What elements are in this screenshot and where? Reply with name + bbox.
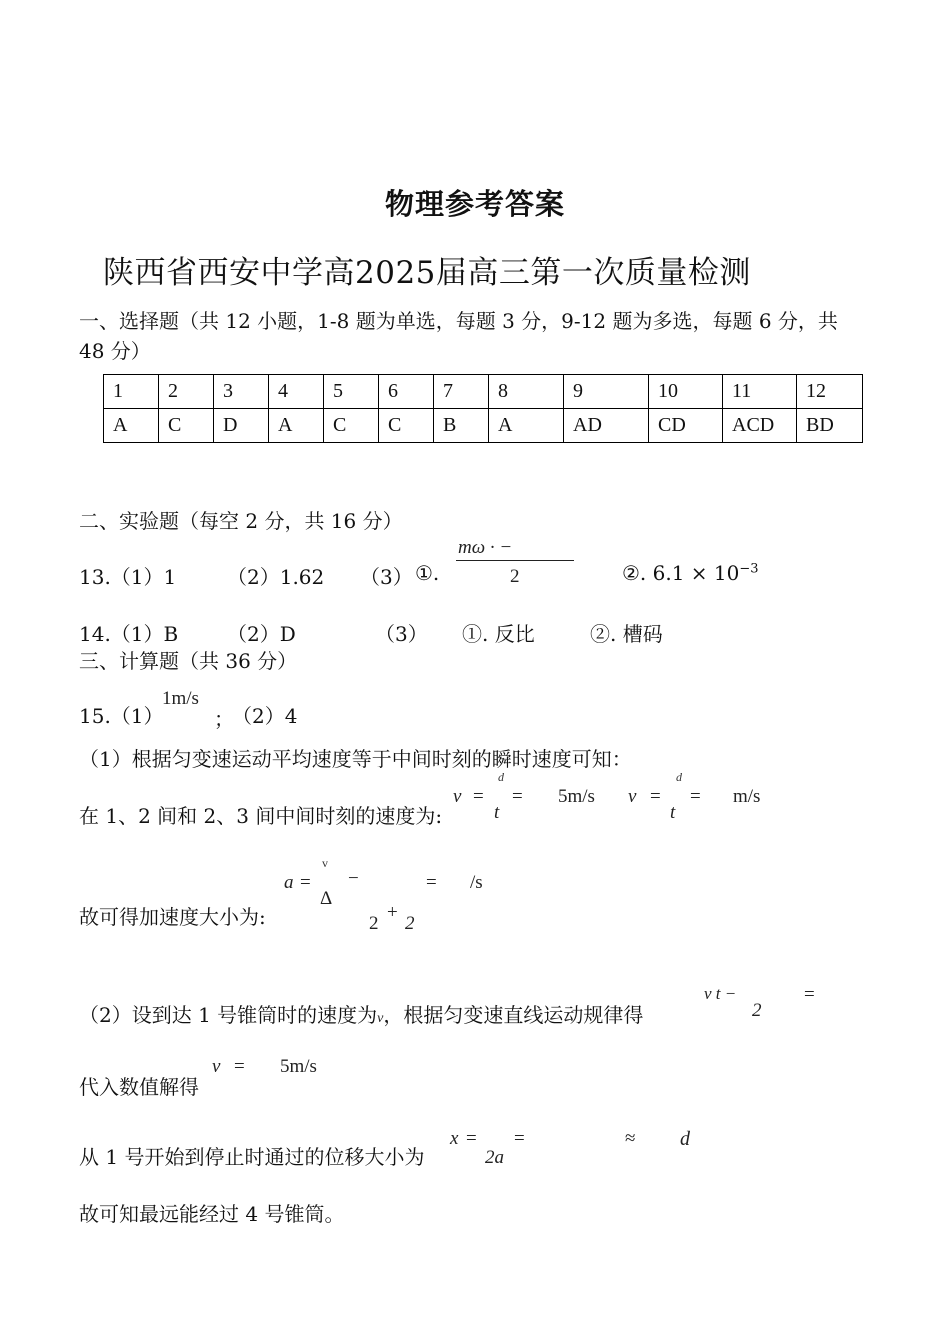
q15-v0-symbol: v [377, 1011, 384, 1026]
q15-eq1: = [473, 786, 484, 807]
q15-line4 [79, 999, 643, 1028]
q15-displacement-eq2: = [514, 1128, 525, 1149]
q15-val2: m/s [733, 786, 761, 807]
q13-choice2 [622, 561, 759, 585]
q15-d1: d [498, 770, 504, 784]
q15-line6: 从 1 号开始到停止时通过的位移大小为 [79, 1145, 425, 1169]
q15-line2: 在 1、2 间和 2、3 间中间时刻的速度为: [79, 804, 443, 828]
q15-v0-result-symbol: v [212, 1056, 221, 1077]
document-title: 物理参考答案 [384, 187, 565, 221]
q13-part2: （2）1.62 [227, 565, 325, 589]
q15-acceleration-den1: 2 [369, 913, 379, 934]
q15-displacement-eq: = [466, 1128, 477, 1149]
q15-acceleration-den2: 2 [405, 913, 415, 934]
section2-heading: 二、实验题（每空 2 分，共 16 分） [79, 509, 403, 533]
question-number-cell: 10 [649, 375, 723, 409]
answer-cell: A [489, 409, 564, 443]
q15-part1: 15.（1） [79, 704, 164, 728]
exam-title: 陕西省西安中学高2025届高三第一次质量检测 [103, 255, 751, 291]
q15-displacement-den: 2a [485, 1147, 504, 1168]
question-number-cell: 4 [269, 375, 324, 409]
q14-part2: （2）D [227, 622, 296, 646]
q15-v2-symbol: v [628, 786, 637, 807]
answer-table-numbers-row [104, 375, 863, 409]
q15-line4-start: （2）设到达 1 号锥筒时的速度为 [79, 1003, 378, 1027]
q13-choice1-label: ①. [415, 561, 440, 585]
answer-cell: A [269, 409, 324, 443]
question-number-cell: 6 [379, 375, 434, 409]
q13-fraction-bar [456, 560, 574, 561]
q15-displacement-symbol: x [450, 1128, 459, 1149]
q15-line1: （1）根据匀变速运动平均速度等于中间时刻的瞬时速度可知： [79, 747, 632, 771]
q13-fraction-numerator: mω · − [458, 537, 513, 558]
question-number-cell: 7 [434, 375, 489, 409]
question-number-cell: 8 [489, 375, 564, 409]
q15-acceleration-symbol: a [284, 872, 294, 893]
answer-cell: C [324, 409, 379, 443]
question-number-cell: 3 [214, 375, 269, 409]
q15-t2: t [670, 802, 676, 823]
answer-table-answers-row [104, 409, 863, 443]
answer-cell: C [379, 409, 434, 443]
q15-v1-symbol: v [453, 786, 462, 807]
answer-table [103, 374, 863, 443]
q15-conclusion: 故可知最远能经过 4 号锥筒。 [79, 1202, 345, 1226]
q15-acceleration-eq: = [300, 872, 311, 893]
q15-kinematics-expr: v t − [704, 984, 737, 1003]
q14-choice2: ②. 槽码 [590, 622, 663, 646]
q15-v0-result-eq: = [234, 1056, 245, 1077]
section1-heading-line2: 48 分） [79, 339, 151, 363]
q15-line5: 代入数值解得 [79, 1075, 199, 1099]
q14-part3: （3） [375, 622, 428, 646]
q13-choice2-value: ②. 6.1 × 10 [622, 561, 740, 585]
q15-acceleration-delta: Δ [320, 888, 333, 909]
answer-cell: ACD [723, 409, 797, 443]
answer-cell: D [214, 409, 269, 443]
question-number-cell: 5 [324, 375, 379, 409]
answer-cell: BD [797, 409, 863, 443]
q15-t1: t [494, 802, 500, 823]
q13-choice2-exponent: −3 [739, 561, 759, 577]
question-number-cell: 1 [104, 375, 159, 409]
q13-part1: 13.（1）1 [79, 565, 177, 589]
q15-acceleration-eq2: = [426, 872, 437, 893]
q15-eq2: = [650, 786, 661, 807]
q13-fraction-denominator: 2 [510, 566, 520, 587]
q15-distance-symbol: d [680, 1128, 690, 1150]
q15-line3: 故可得加速度大小为: [79, 905, 266, 929]
q15-acceleration-plus: + [387, 902, 398, 923]
question-number-cell: 11 [723, 375, 797, 409]
q15-approx-sign: ≈ [625, 1128, 636, 1149]
question-number-cell: 12 [797, 375, 863, 409]
section1-heading-line1: 一、选择题（共 12 小题，1-8 题为单选，每题 3 分，9-12 题为多选，每题 6 分，共 [79, 309, 838, 333]
question-number-cell: 2 [159, 375, 214, 409]
answer-cell: B [434, 409, 489, 443]
q15-acceleration-unit: /s [470, 872, 483, 893]
q14-choice1: ①. 反比 [462, 622, 535, 646]
q15-line4-end: ，根据匀变速直线运动规律得 [383, 1003, 644, 1027]
q15-acceleration-top: v [322, 856, 328, 870]
q15-eq2b: = [690, 786, 701, 807]
answer-cell: C [159, 409, 214, 443]
q15-acceleration-minus: − [348, 868, 359, 889]
q15-eq1b: = [512, 786, 523, 807]
answer-cell: A [104, 409, 159, 443]
q15-answer1: 1m/s [162, 688, 199, 709]
q15-d2: d [676, 770, 682, 784]
answer-cell: AD [564, 409, 649, 443]
answer-cell: CD [649, 409, 723, 443]
q15-kinematics-eq: = [804, 984, 815, 1005]
section3-heading: 三、计算题（共 36 分） [79, 649, 298, 673]
q15-v0-result-value: 5m/s [280, 1056, 317, 1077]
q15-val1: 5m/s [558, 786, 595, 807]
question-number-cell: 9 [564, 375, 649, 409]
q14-part1: 14.（1）B [79, 622, 179, 646]
q15-part2: （2）4 [232, 704, 298, 728]
q13-part3: （3） [360, 565, 413, 589]
q15-kinematics-den: 2 [752, 1000, 762, 1021]
q15-semicolon: ； [214, 707, 234, 731]
